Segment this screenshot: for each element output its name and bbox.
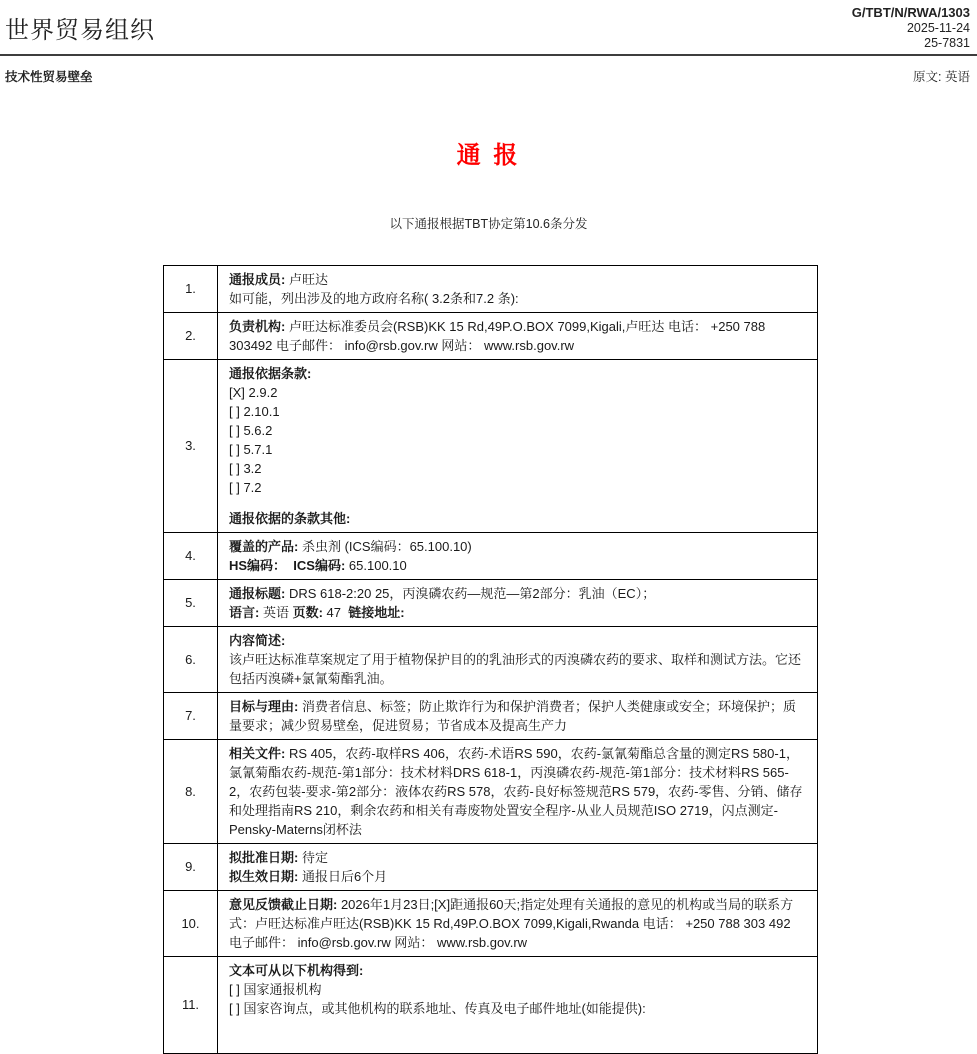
field-label: 页数: — [292, 604, 323, 620]
row-content — [218, 956, 818, 1053]
field-value: 消费者信息、标签；防止欺诈行为和保护消费者；保护人类健康或安全；环境保护；质量要求；减少贸易壁垒，促进贸易；节省成本及提高生产力 — [229, 698, 796, 733]
field-label: 链接地址: — [348, 604, 405, 620]
text-line — [229, 895, 807, 952]
doc-meta — [852, 5, 970, 52]
row-content — [218, 265, 818, 312]
row-content — [218, 843, 818, 890]
doc-number: G/TBT/N/RWA/1303 — [851, 5, 970, 20]
text-line — [229, 999, 807, 1018]
text-line — [229, 697, 807, 735]
text-line — [229, 270, 807, 289]
row-number: 6. — [164, 626, 218, 692]
doc-ref: 25-7831 — [924, 36, 970, 50]
field-label: 覆盖的产品: — [229, 538, 299, 554]
field-label: 通报依据的条款其他: — [229, 510, 351, 526]
field-value: 卢旺达标准委员会(RSB)KK 15 Rd,49P.O.BOX 7099,Kigali,卢旺达 电话： +250 788 303492 电子邮件： info@rsb.gov.rw 网站： www.rsb.gov.rw — [229, 318, 769, 353]
table-row — [164, 890, 818, 956]
field-value: 47 — [322, 604, 349, 620]
field-label: 拟生效日期: — [229, 868, 299, 884]
text-line — [229, 497, 807, 509]
field-value: RS 405，农药-取样RS 406，农药-术语RS 590，农药-氯氰菊酯总含量的测定RS 580-1，氯氰菊酯农药-规范-第1部分：技术材料DRS 618-1，丙溴磷农药-规范-第1部分：技术材料RS 565-2，农药包装-要求-第2部分：液体农药RS 578，农药-良好标签规范RS 579，农药-零售、分销、储存和处理指南RS 210，剩余农药和相关有毒废物处置安全程序-从业人员规范ISO 2719，闪点测定-Pensky-Materns闭杯法 — [229, 745, 803, 837]
header-subrow — [0, 56, 977, 85]
text-line — [229, 364, 807, 383]
field-label: 通报标题: — [229, 585, 286, 601]
field-label: 负责机构: — [229, 318, 286, 334]
field-label: 相关文件: — [229, 745, 286, 761]
field-label: 语言: — [229, 604, 260, 620]
table-row — [164, 532, 818, 579]
notification-title: 通 报 — [456, 141, 521, 169]
distribution-note: 以下通报根据TBT协定第10.6条分发 — [389, 216, 588, 231]
field-value: [ ] 2.10.1 — [229, 403, 280, 419]
field-value: 2026年1月23日;[X]距通报60天;指定处理有关通报的意见的机构或当局的联系方式：卢旺达标准卢旺达(RSB)KK 15 Rd,49P.O.BOX 7099,Kigali,Rwanda 电话： +250 788 303 492 电子邮件： info@rsb.gov.rw 网站： www.rsb.gov.rw — [229, 896, 795, 950]
field-value: [ ] 5.7.1 — [229, 441, 273, 457]
table-row — [164, 359, 818, 532]
text-line — [229, 744, 807, 839]
field-value: DRS 618-2:20 25，丙溴磷农药—规范—第2部分：乳油（EC）； — [285, 585, 656, 601]
text-line — [229, 478, 807, 497]
field-value: [ ] 3.2 — [229, 460, 262, 476]
row-number: 8. — [164, 739, 218, 843]
org-name: 世界贸易组织 — [5, 17, 155, 44]
row-content — [218, 312, 818, 359]
text-line — [229, 383, 807, 402]
text-line — [229, 867, 807, 886]
text-line — [229, 631, 807, 650]
text-line — [229, 980, 807, 999]
field-label: 意见反馈截止日期: — [229, 896, 338, 912]
table-row — [164, 579, 818, 626]
text-line — [229, 584, 807, 603]
row-number: 3. — [164, 359, 218, 532]
field-label: HS编码： — [229, 557, 287, 573]
doc-date: 2025-11-24 — [906, 20, 970, 35]
table-row — [164, 692, 818, 739]
text-line — [229, 421, 807, 440]
field-label: ICS编码: — [293, 557, 346, 573]
text-line — [229, 402, 807, 421]
row-content — [218, 359, 818, 532]
field-value: [X] 2.9.2 — [229, 384, 278, 400]
field-value: 英语 — [259, 604, 293, 620]
row-number: 10. — [164, 890, 218, 956]
field-value: [ ] 国家咨询点，或其他机构的联系地址、传真及电子邮件地址(如能提供): — [229, 1000, 646, 1016]
field-value: 杀虫剂 (ICS编码：65.100.10) — [298, 538, 472, 554]
original-language: 原文: 英语 — [913, 69, 970, 84]
field-label: 通报依据条款: — [229, 365, 312, 381]
table-row — [164, 265, 818, 312]
table-row — [164, 312, 818, 359]
text-line — [229, 289, 807, 308]
field-label: 文本可从以下机构得到: — [229, 962, 364, 978]
text-line — [229, 509, 807, 528]
row-number: 2. — [164, 312, 218, 359]
field-label: 目标与理由: — [229, 698, 299, 714]
row-number: 11. — [164, 956, 218, 1053]
row-number: 1. — [164, 265, 218, 312]
row-content — [218, 692, 818, 739]
field-value: 卢旺达 — [285, 271, 328, 287]
table-row — [164, 956, 818, 1053]
text-line — [229, 317, 807, 355]
text-line — [229, 459, 807, 478]
row-number: 5. — [164, 579, 218, 626]
section-title: 技术性贸易壁垒 — [5, 69, 93, 84]
field-label: 拟批准日期: — [229, 849, 299, 865]
field-label: 内容简述: — [229, 632, 286, 648]
row-number: 9. — [164, 843, 218, 890]
row-number: 7. — [164, 692, 218, 739]
table-row — [164, 626, 818, 692]
field-label: 通报成员: — [229, 271, 286, 287]
field-value: [ ] 5.6.2 — [229, 422, 273, 438]
row-content — [218, 579, 818, 626]
header — [0, 0, 977, 56]
text-line — [229, 961, 807, 980]
field-value: 待定 — [298, 849, 328, 865]
field-value: 通报日后6个月 — [298, 868, 388, 884]
table-row — [164, 739, 818, 843]
field-value: 该卢旺达标准草案规定了用于植物保护目的的乳油形式的丙溴磷农药的要求、取样和测试方法。它还包括丙溴磷+氯氰菊酯乳油。 — [229, 651, 802, 686]
field-value: 65.100.10 — [345, 557, 407, 573]
row-content — [218, 739, 818, 843]
text-line — [229, 650, 807, 688]
row-content — [218, 890, 818, 956]
text-line — [229, 537, 807, 556]
text-line — [229, 603, 807, 622]
notification-table — [163, 265, 818, 1054]
row-content — [218, 532, 818, 579]
table-row — [164, 843, 818, 890]
text-line — [229, 848, 807, 867]
row-content — [218, 626, 818, 692]
row-number: 4. — [164, 532, 218, 579]
text-line — [229, 556, 807, 575]
field-value: 如可能，列出涉及的地方政府名称( 3.2条和7.2 条): — [229, 290, 519, 306]
field-value: [ ] 7.2 — [229, 479, 262, 495]
text-line — [229, 440, 807, 459]
field-value: [ ] 国家通报机构 — [229, 981, 322, 997]
notification-table-body — [164, 265, 818, 1053]
